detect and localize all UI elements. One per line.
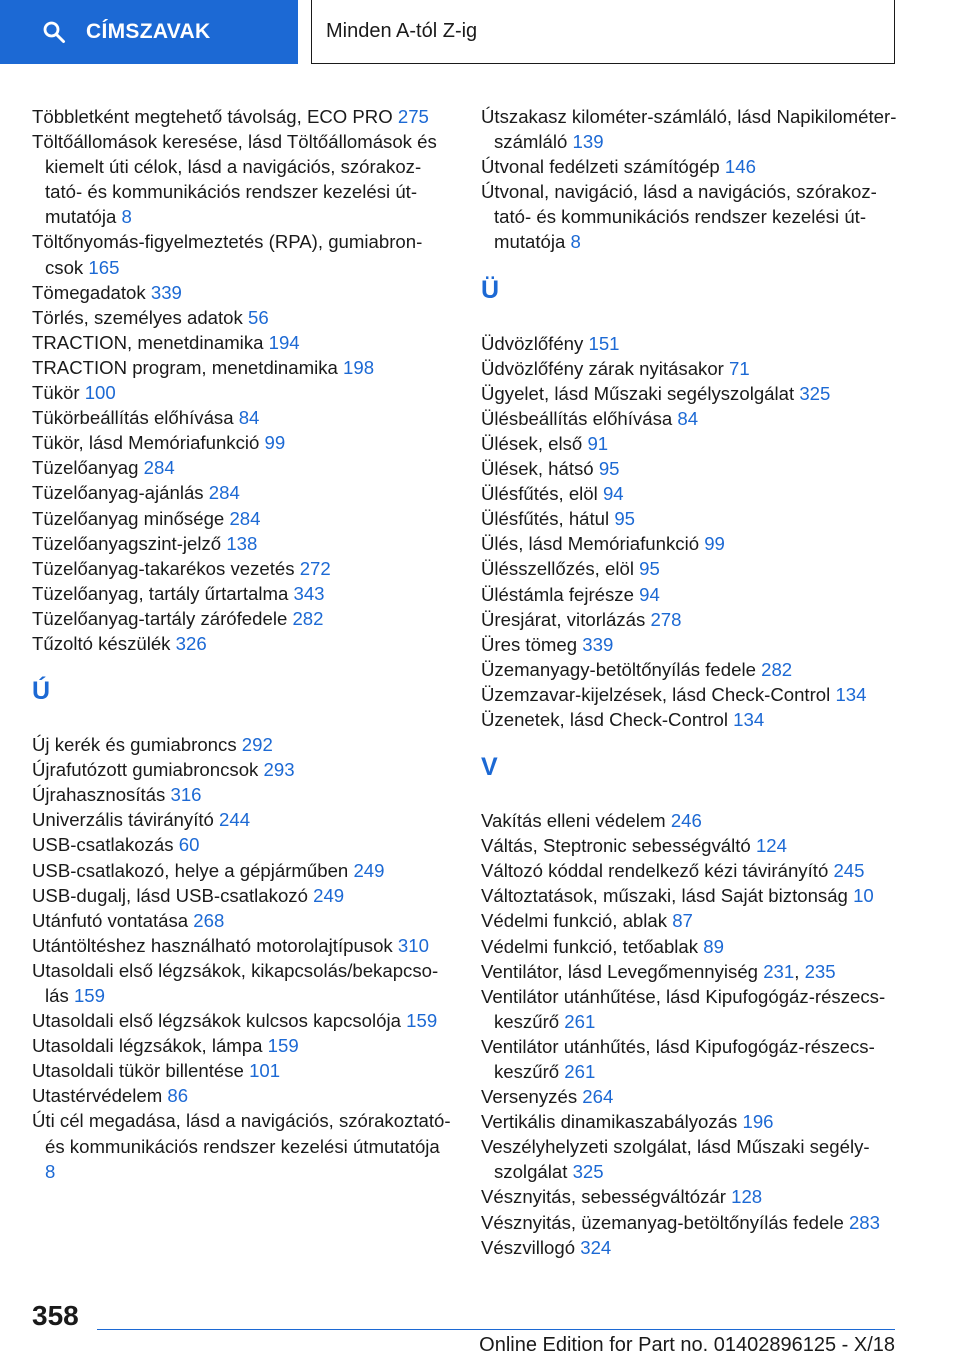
- index-entry: [481, 1235, 901, 1260]
- page-reference-link[interactable]: 264: [582, 1086, 614, 1108]
- index-entry-text: Úti cél megadása, lásd a navigációs, szórakoztató- és kommunikációs rendszer kezelési útmutatója: [32, 1110, 451, 1157]
- index-entry-text: Tüzelőanyag: [32, 457, 139, 479]
- index-entry: Ventilátor, lásd Levegőmennyiség 231, 235: [481, 960, 836, 982]
- index-entry: [481, 984, 901, 1034]
- page-reference-link[interactable]: 146: [724, 156, 756, 178]
- index-entry-text: Utasoldali első légzsákok kulcsos kapcsolója: [32, 1010, 401, 1032]
- page-reference-link[interactable]: 282: [292, 607, 324, 629]
- index-entry: [481, 682, 901, 707]
- page-reference-link[interactable]: 134: [835, 683, 867, 705]
- page-reference-link[interactable]: 278: [650, 608, 682, 630]
- index-entry: [32, 858, 452, 883]
- index-entry-text: Ülésbeállítás előhívása: [481, 407, 673, 429]
- index-letter-heading: Ú: [32, 677, 51, 706]
- index-entry: [32, 631, 452, 656]
- page-reference-link[interactable]: 128: [731, 1186, 763, 1208]
- index-entry: [481, 808, 901, 833]
- page-reference-link[interactable]: 275: [397, 106, 429, 127]
- index-letter-heading: V: [481, 753, 498, 782]
- index-entry-text: Töltőnyomás-figyelmeztetés (RPA), gumiabroncsok: [32, 231, 423, 278]
- index-entry: [481, 481, 901, 506]
- index-entry: [481, 531, 901, 556]
- page-reference-link[interactable]: 99: [264, 432, 286, 454]
- index-entry: [481, 431, 901, 456]
- index-entry: [481, 456, 901, 481]
- footer-rule: [97, 1329, 895, 1330]
- index-entry-text: Veszélyhelyzeti szolgálat, lásd Műszaki segélyszolgálat: [481, 1136, 870, 1183]
- index-entry: [32, 606, 452, 631]
- index-entry-text: Ülésfűtés, hátul: [481, 508, 610, 530]
- page-reference-link[interactable]: 194: [268, 331, 300, 353]
- index-entry-text: Tüzelőanyag-takarékos vezetés: [32, 557, 295, 579]
- page-reference-link[interactable]: 60: [178, 834, 200, 856]
- page-reference-link[interactable]: 8: [121, 206, 132, 228]
- index-entry: [32, 280, 452, 305]
- index-entry: [32, 104, 452, 129]
- index-entry-text: Útszakasz kilométer-számláló, lásd Napikilométer-számláló: [481, 106, 897, 153]
- index-entry: [32, 1108, 452, 1183]
- index-entry: [481, 179, 901, 254]
- index-entry: [481, 1034, 901, 1084]
- index-entry-text: Ülések, hátsó: [481, 458, 594, 480]
- index-entry-text: Vésznyitás, üzemanyag-betöltőnyílás fedele: [481, 1211, 844, 1233]
- index-entry-text: Váltás, Steptronic sebességváltó: [481, 835, 751, 857]
- index-entry-text: Vésznyitás, sebességváltózár: [481, 1186, 726, 1208]
- index-entry-text: Utasoldali légzsákok, lámpa: [32, 1035, 263, 1057]
- index-entry-text: Ülések, első: [481, 432, 583, 454]
- index-entry-text: Utastérvédelem: [32, 1085, 163, 1107]
- index-entry: [481, 381, 901, 406]
- index-entry: [481, 833, 901, 858]
- index-entry: [481, 1184, 901, 1209]
- index-entry: [32, 581, 452, 606]
- page-reference-link[interactable]: 95: [598, 458, 620, 480]
- page-reference-link[interactable]: 231: [763, 960, 795, 982]
- page-reference-link[interactable]: 325: [799, 382, 831, 404]
- index-entry: [481, 154, 901, 179]
- page-reference-link[interactable]: 151: [588, 332, 620, 354]
- search-tab-label: CÍMSZAVAK: [86, 20, 211, 43]
- page-reference-link[interactable]: 292: [241, 734, 273, 756]
- page-reference-link[interactable]: 86: [167, 1085, 189, 1107]
- page-reference-link[interactable]: 99: [704, 533, 725, 555]
- index-entry-text: USB-dugalj, lásd USB-csatlakozó: [32, 884, 308, 906]
- page-reference-link[interactable]: 284: [229, 507, 261, 529]
- index-entry: [481, 356, 901, 381]
- index-entry-text: Üléstámla fejrésze: [481, 583, 634, 605]
- index-entry-text: Tüzelőanyag-ajánlás: [32, 482, 204, 504]
- page-reference-link[interactable]: 326: [175, 632, 207, 654]
- index-entry-text: Újrahasznosítás: [32, 784, 166, 806]
- index-entry: [32, 933, 452, 958]
- index-entry: [32, 757, 452, 782]
- index-entry: [481, 1109, 901, 1134]
- page-reference-link[interactable]: 343: [293, 582, 325, 604]
- page-reference-link[interactable]: 235: [804, 960, 836, 982]
- page-reference-link[interactable]: 249: [353, 859, 385, 881]
- index-entry: [32, 430, 452, 455]
- index-entry: [32, 883, 452, 908]
- index-entry-text: Többletként megtehető távolság, ECO PRO: [32, 106, 393, 127]
- index-column-right: [481, 104, 901, 1260]
- index-entry-text: Utántöltéshez használható motorolajtípusok: [32, 934, 393, 956]
- index-entry-text: Ülés, lásd Memóriafunkció: [481, 533, 700, 555]
- index-entry-text: Vertikális dinamikaszabályozás: [481, 1111, 738, 1133]
- index-entry-text: Útvonal, navigáció, lásd a navigációs, szórakoztató- és kommunikációs rendszer kezelési útmutatója: [481, 181, 877, 253]
- index-entry: [481, 331, 901, 356]
- page-number: 358: [32, 1300, 79, 1331]
- index-entry: [32, 355, 452, 380]
- index-entry-text: Ülésfűtés, elöl: [481, 483, 598, 505]
- index-entry: [481, 1084, 901, 1109]
- index-entry: [481, 104, 901, 154]
- page-reference-link[interactable]: 139: [572, 131, 604, 153]
- index-entry-text: Változtatások, műszaki, lásd Saját biztonság: [481, 885, 848, 907]
- index-entry: [32, 807, 452, 832]
- index-entry-text: Vakítás elleni védelem: [481, 810, 666, 832]
- page-reference-link[interactable]: 94: [602, 483, 624, 505]
- index-entry-text: Tömegadatok: [32, 281, 146, 303]
- index-entry-text: Üzemzavar-kijelzések, lásd Check-Control: [481, 683, 831, 705]
- index-entry: [32, 305, 452, 330]
- index-entry-text: Ventilátor utánhűtés, lásd Kipufogógáz-részecskeszűrő: [481, 1035, 875, 1082]
- index-letter-heading: Ü: [481, 275, 500, 304]
- index-entry-text: Ülésszellőzés, elöl: [481, 558, 634, 580]
- index-entry: [481, 556, 901, 581]
- page-reference-link[interactable]: 84: [238, 407, 260, 429]
- index-entry-text: Üres tömeg: [481, 633, 578, 655]
- page-reference-link[interactable]: 94: [639, 583, 660, 605]
- index-entry: [32, 129, 452, 229]
- page-reference-link[interactable]: 56: [248, 306, 269, 328]
- page-reference-link[interactable]: 198: [343, 356, 375, 378]
- page-reference-link[interactable]: 159: [406, 1010, 438, 1032]
- index-entry-text: Változó kóddal rendelkező kézi távirányító: [481, 860, 829, 882]
- page-reference-link[interactable]: 244: [219, 809, 251, 831]
- page-reference-link[interactable]: 101: [249, 1060, 281, 1082]
- index-entry: [481, 632, 901, 657]
- index-entry: [32, 405, 452, 430]
- index-entry-text: USB-csatlakozás: [32, 834, 174, 856]
- page-reference-link[interactable]: 95: [614, 508, 636, 530]
- index-entry-text: Utasoldali első légzsákok, kikapcsolás/bekapcsolás: [32, 959, 439, 1006]
- index-entry: [32, 455, 452, 480]
- index-entry-text: Védelmi funkció, tetőablak: [481, 935, 699, 957]
- index-entry-text: Újrafutózott gumiabroncsok: [32, 759, 259, 781]
- index-entry-text: Üzenetek, lásd Check-Control: [481, 708, 728, 730]
- index-entry-text: Utánfutó vontatása: [32, 909, 189, 931]
- index-column-left: [32, 104, 452, 1184]
- index-entry: [481, 1210, 901, 1235]
- index-entry: [32, 832, 452, 857]
- index-entry-text: USB-csatlakozó, helye a gépjárműben: [32, 859, 349, 881]
- page-reference-link[interactable]: 245: [833, 860, 865, 882]
- page-reference-link[interactable]: 310: [397, 934, 429, 956]
- page-reference-link[interactable]: 95: [639, 558, 660, 580]
- index-entry: [32, 732, 452, 757]
- index-entry: [32, 958, 452, 1008]
- page-reference-link[interactable]: 282: [761, 658, 793, 680]
- page-reference-link[interactable]: 272: [299, 557, 331, 579]
- index-entry-text: Útvonal fedélzeti számítógép: [481, 156, 720, 178]
- page-reference-link[interactable]: 8: [45, 1160, 56, 1182]
- index-entry: [32, 330, 452, 355]
- index-entry: [481, 883, 901, 908]
- page-reference-link[interactable]: 339: [582, 633, 614, 655]
- search-tab[interactable]: [0, 0, 298, 64]
- page-reference-link[interactable]: 87: [672, 910, 693, 932]
- edition-footer: Online Edition for Part no. 01402896125 - X/18: [479, 1334, 895, 1356]
- index-entry-text: Tüzelőanyag-tartály zárófedele: [32, 607, 288, 629]
- page-reference-link[interactable]: 268: [193, 909, 225, 931]
- index-entry: [481, 607, 901, 632]
- index-entry-text: Üresjárat, vitorlázás: [481, 608, 646, 630]
- index-entry-text: Tükör, lásd Memóriafunkció: [32, 432, 260, 454]
- index-entry: [32, 506, 452, 531]
- index-entry: [32, 380, 452, 405]
- page-reference-link[interactable]: 316: [170, 784, 202, 806]
- page-reference-link[interactable]: 134: [733, 708, 765, 730]
- page-reference-link[interactable]: 165: [88, 256, 120, 278]
- index-entry: [32, 1033, 452, 1058]
- az-tab-label: Minden A-tól Z-ig: [326, 20, 478, 42]
- page-reference-link[interactable]: 71: [729, 357, 750, 379]
- index-entry-text: Utasoldali tükör billentése: [32, 1060, 244, 1082]
- index-entry-text: Tüzelőanyag minősége: [32, 507, 225, 529]
- page-reference-link[interactable]: 100: [84, 382, 116, 404]
- index-entry-text: Tükörbeállítás előhívása: [32, 407, 234, 429]
- page-reference-link[interactable]: 84: [677, 407, 699, 429]
- index-entry-text: Ügyelet, lásd Műszaki segélyszolgálat: [481, 382, 795, 404]
- index-entry-text: Ventilátor, lásd Levegőmennyiség: [481, 960, 759, 982]
- index-entry-text: Ventilátor utánhűtése, lásd Kipufogógáz-részecskeszűrő: [481, 985, 886, 1032]
- page-reference-link[interactable]: 159: [267, 1035, 299, 1057]
- index-entry: [481, 582, 901, 607]
- search-icon: [42, 20, 66, 44]
- index-entry: [32, 1083, 452, 1108]
- index-entry-text: TRACTION, menetdinamika: [32, 331, 264, 353]
- index-entry-text: Tűzoltó készülék: [32, 632, 171, 654]
- index-entry: [32, 229, 452, 279]
- index-entry: [481, 934, 901, 959]
- index-entry-text: Üdvözlőfény zárak nyitásakor: [481, 357, 724, 379]
- az-index-tab[interactable]: [311, 0, 895, 64]
- page-reference-link[interactable]: 293: [263, 759, 295, 781]
- index-entry: [32, 531, 452, 556]
- index-entry: [481, 908, 901, 933]
- index-entry: [32, 480, 452, 505]
- page-reference-link[interactable]: 246: [670, 810, 702, 832]
- index-entry-text: Üdvözlőfény: [481, 332, 584, 354]
- index-entry-text: Univerzális távirányító: [32, 809, 214, 831]
- index-entry-text: Új kerék és gumiabroncs: [32, 734, 237, 756]
- page-reference-link[interactable]: 261: [564, 1010, 596, 1032]
- index-entry-text: Üzemanyagy-betöltőnyílás fedele: [481, 658, 756, 680]
- page-reference-link[interactable]: 10: [853, 885, 874, 907]
- page-reference-link[interactable]: 124: [755, 835, 787, 857]
- index-entry: [481, 858, 901, 883]
- index-entry: [481, 406, 901, 431]
- index-entry: [481, 657, 901, 682]
- page-reference-link[interactable]: 89: [703, 935, 724, 957]
- index-entry-text: Törlés, személyes adatok: [32, 306, 243, 328]
- page-reference-link[interactable]: 261: [564, 1061, 596, 1082]
- index-entry: [32, 556, 452, 581]
- index-entry-text: TRACTION program, menetdinamika: [32, 356, 338, 378]
- page-reference-link[interactable]: 324: [580, 1236, 612, 1258]
- index-entry: [32, 782, 452, 807]
- page-reference-link[interactable]: 159: [73, 985, 105, 1006]
- index-entry-text: Tüzelőanyag, tartály űrtartalma: [32, 582, 289, 604]
- index-entry-text: Védelmi funkció, ablak: [481, 910, 668, 932]
- page-reference-link[interactable]: 284: [208, 482, 240, 504]
- index-entry-text: Vészvillogó: [481, 1236, 576, 1258]
- index-entry-text: Tükör: [32, 382, 80, 404]
- page-reference-link[interactable]: 249: [313, 884, 345, 906]
- page-reference-link[interactable]: 325: [572, 1161, 604, 1183]
- index-entry-text: Versenyzés: [481, 1086, 578, 1108]
- page-reference-link[interactable]: 138: [226, 532, 258, 554]
- page-reference-link[interactable]: 8: [570, 231, 581, 253]
- index-entry: [32, 1058, 452, 1083]
- page-reference-link[interactable]: 196: [742, 1111, 774, 1133]
- page-reference-link[interactable]: 284: [143, 457, 175, 479]
- index-entry-text: Töltőállomások keresése, lásd Töltőállomások és kiemelt úti célok, lásd a navigációs, szórakoztató- és kommunikációs rendszer kezelési útmutatója: [32, 131, 437, 228]
- page-reference-link[interactable]: 339: [150, 281, 182, 303]
- page-reference-link[interactable]: 283: [848, 1211, 880, 1233]
- index-entry: [32, 1008, 452, 1033]
- page-reference-link[interactable]: 91: [587, 432, 609, 454]
- index-entry: [32, 908, 452, 933]
- index-entry: [481, 506, 901, 531]
- index-entry: [481, 707, 901, 732]
- index-entry-text: Tüzelőanyagszint-jelző: [32, 532, 222, 554]
- index-entry: [481, 1134, 901, 1184]
